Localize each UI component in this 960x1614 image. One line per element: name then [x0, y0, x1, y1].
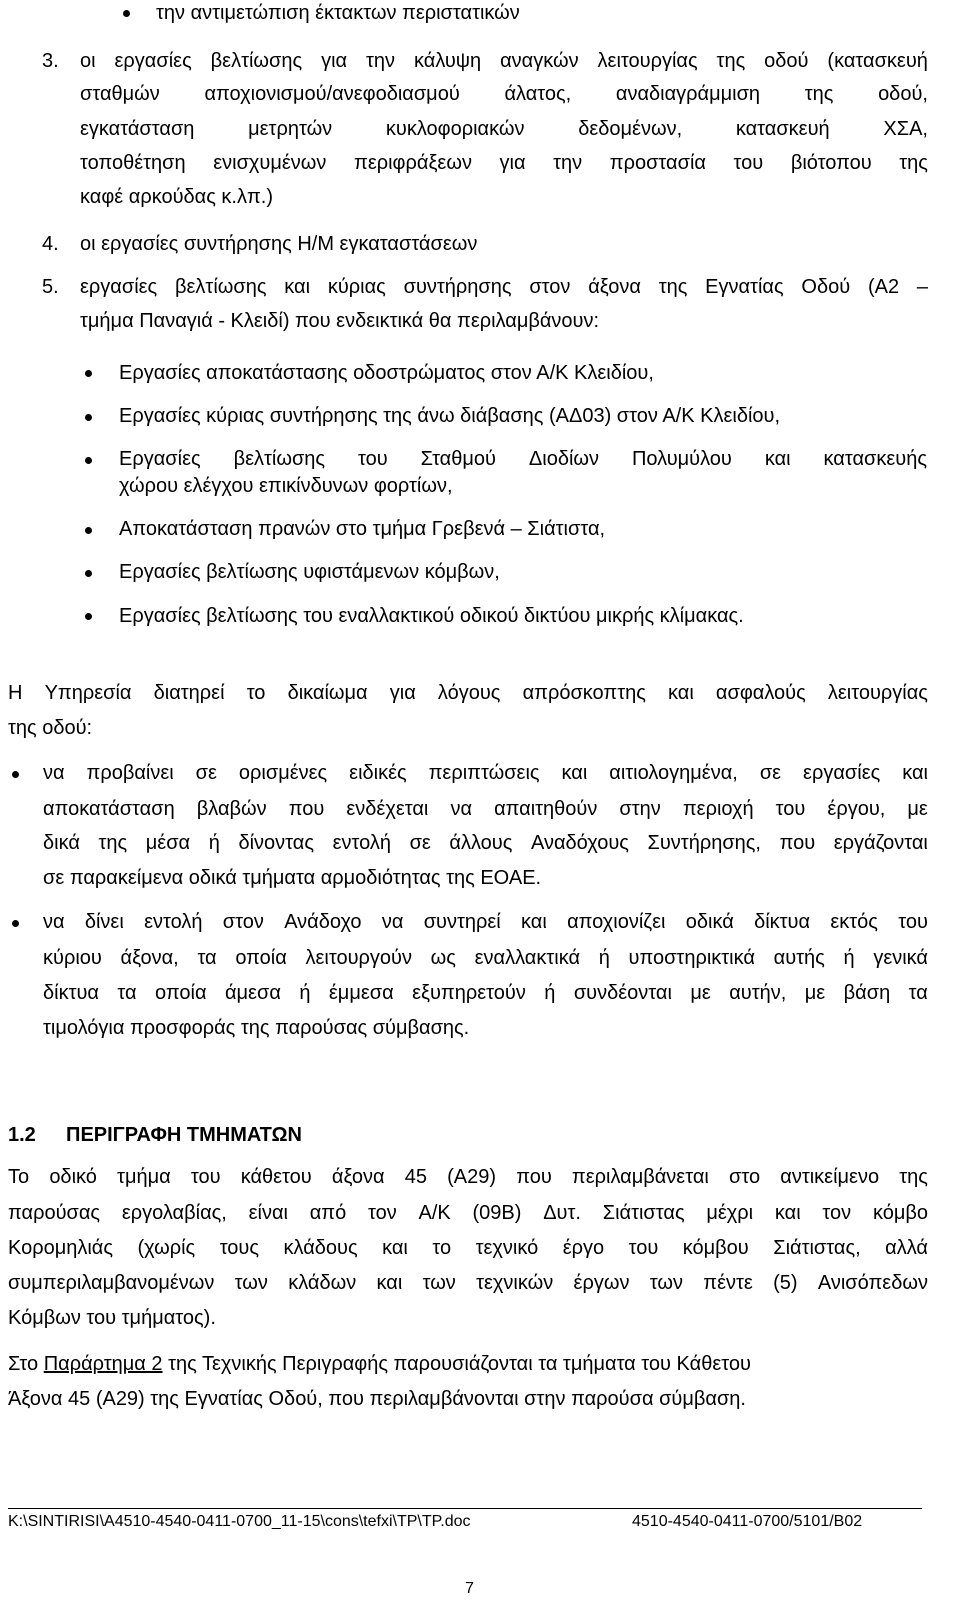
bullet-icon — [85, 570, 92, 577]
service-para-line-2: της οδού: — [8, 717, 93, 739]
page-number: 7 — [465, 1580, 474, 1597]
section-para-line-5: Κόμβων του τμήματος). — [8, 1307, 216, 1329]
item-4-number: 4. — [42, 233, 59, 255]
service-bullet-1-line-1: να προβαίνει σε ορισμένες ειδικές περιπτώσεις και αιτιολογημένα, σε εργασίες και — [43, 762, 928, 784]
item-3-line-2: σταθμών αποχιονισμού/ανεφοδιασμού άλατος, αναδιαγράμμιση της οδού, — [80, 83, 928, 105]
section-number: 1.2 — [8, 1124, 36, 1146]
service-bullet-2-line-4: τιμολόγια προσφοράς της παρούσας σύμβασης. — [43, 1017, 470, 1039]
item-5-line-2: τμήμα Παναγιά - Κλειδί) που ενδεικτικά θα περιλαμβάνουν: — [80, 310, 600, 332]
footer-path: K:\SINTIRISI\A4510-4540-0411-0700_11-15\cons\tefxi\TP\TP.doc — [8, 1513, 471, 1530]
annex-para-line-1 — [8, 1352, 928, 1376]
section-para-line-1: Το οδικό τμήμα του κάθετου άξονα 45 (Α29) που περιλαμβάνεται στο αντικείμενο της — [8, 1166, 928, 1188]
item-3-line-4: τοποθέτηση ενισχυμένων περιφράξεων για την προστασία του βιότοπου της — [80, 152, 928, 174]
annex-link[interactable]: Παράρτημα 2 — [43, 1353, 163, 1375]
section-title: ΠΕΡΙΓΡΑΦΗ ΤΜΗΜΑΤΩΝ — [66, 1124, 302, 1146]
bullet-icon — [85, 457, 92, 464]
item-3-line-5: καφέ αρκούδας κ.λπ.) — [80, 186, 273, 208]
bullet-icon — [85, 613, 92, 620]
footer-rule — [8, 1508, 922, 1509]
service-bullet-1-line-3: δικά της μέσα ή δίνοντας εντολή σε άλλους Αναδόχους Συντήρησης, που εργάζονται — [43, 832, 928, 854]
item-3-number: 3. — [42, 50, 59, 72]
annex-para-line-2: Άξονα 45 (Α29) της Εγνατίας Οδού, που περιλαμβάνονται στην παρούσα σύμβαση. — [8, 1388, 746, 1410]
annex-before: Στο — [8, 1353, 44, 1375]
annex-after: της Τεχνικής Περιγραφής παρουσιάζονται τα τμήματα του Κάθετου — [162, 1353, 751, 1375]
top-bullet-text: την αντιμετώπιση έκτακτων περιστατικών — [156, 2, 520, 24]
service-bullet-2-line-1: να δίνει εντολή στον Ανάδοχο να συντηρεί και αποχιονίζει οδικά δίκτυα εκτός του — [43, 911, 928, 933]
sub-bullet-2: Εργασίες κύριας συντήρησης της άνω διάβασης (ΑΔ03) στον Α/Κ Κλειδίου, — [119, 405, 781, 427]
item-3-line-3: εγκατάσταση μετρητών κυκλοφοριακών δεδομένων, κατασκευή ΧΣΑ, — [80, 118, 928, 140]
service-bullet-1-line-2: αποκατάσταση βλαβών που ενδέχεται να απαιτηθούν στην περιοχή του έργου, με — [43, 798, 928, 820]
item-5-number: 5. — [42, 276, 59, 298]
section-para-line-4: συμπεριλαμβανομένων των κλάδων και των τεχνικών έργων των πέντε (5) Ανισόπεδων — [8, 1272, 928, 1294]
bullet-icon — [123, 10, 130, 17]
service-bullet-1-line-4: σε παρακείμενα οδικά τμήματα αρμοδιότητας της ΕΟΑΕ. — [43, 867, 542, 889]
sub-bullet-3-line-1: Εργασίες βελτίωσης του Σταθμού Διοδίων Πολυμύλου και κατασκευής — [119, 448, 927, 470]
service-bullet-2-line-2: κύριου άξονα, τα οποία λειτουργούν ως εναλλακτικά ή υποστηρικτικά αυτής ή γενικά — [43, 947, 928, 969]
service-para-line-1: Η Υπηρεσία διατηρεί το δικαίωμα για λόγους απρόσκοπτης και ασφαλούς λειτουργίας — [8, 682, 928, 704]
item-5-line-1: εργασίες βελτίωσης και κύριας συντήρησης στον άξονα της Εγνατίας Οδού (Α2 – — [80, 276, 928, 298]
bullet-icon — [85, 527, 92, 534]
service-bullet-2-line-3: δίκτυα τα οποία άμεσα ή έμμεσα εξυπηρετούν ή συνδέονται με αυτήν, με βάση τα — [43, 982, 928, 1004]
sub-bullet-3-line-2: χώρου ελέγχου επικίνδυνων φορτίων, — [119, 475, 453, 497]
bullet-icon — [12, 920, 19, 927]
sub-bullet-4: Αποκατάσταση πρανών στο τμήμα Γρεβενά – Σιάτιστα, — [119, 518, 606, 540]
section-para-line-2: παρούσας εργολαβίας, είναι από τον Α/Κ (09Β) Δυτ. Σιάτιστας μέχρι και τον κόμβο — [8, 1202, 928, 1224]
bullet-icon — [85, 370, 92, 377]
bullet-icon — [85, 414, 92, 421]
item-4-text: οι εργασίες συντήρησης Η/Μ εγκαταστάσεων — [80, 233, 478, 255]
section-para-line-3: Κορομηλιάς (χωρίς τους κλάδους και το τεχνικό έργο του κόμβου Σιάτιστας, αλλά — [8, 1237, 928, 1259]
bullet-icon — [12, 771, 19, 778]
sub-bullet-1: Εργασίες αποκατάστασης οδοστρώματος στον Α/Κ Κλειδίου, — [119, 362, 654, 384]
sub-bullet-5: Εργασίες βελτίωσης υφιστάμενων κόμβων, — [119, 561, 500, 583]
item-3-line-1: οι εργασίες βελτίωσης για την κάλυψη αναγκών λειτουργίας της οδού (κατασκευή — [80, 50, 928, 72]
footer-code: 4510-4540-0411-0700/5101/B02 — [632, 1513, 863, 1530]
sub-bullet-6: Εργασίες βελτίωσης του εναλλακτικού οδικού δικτύου μικρής κλίμακας. — [119, 605, 744, 627]
